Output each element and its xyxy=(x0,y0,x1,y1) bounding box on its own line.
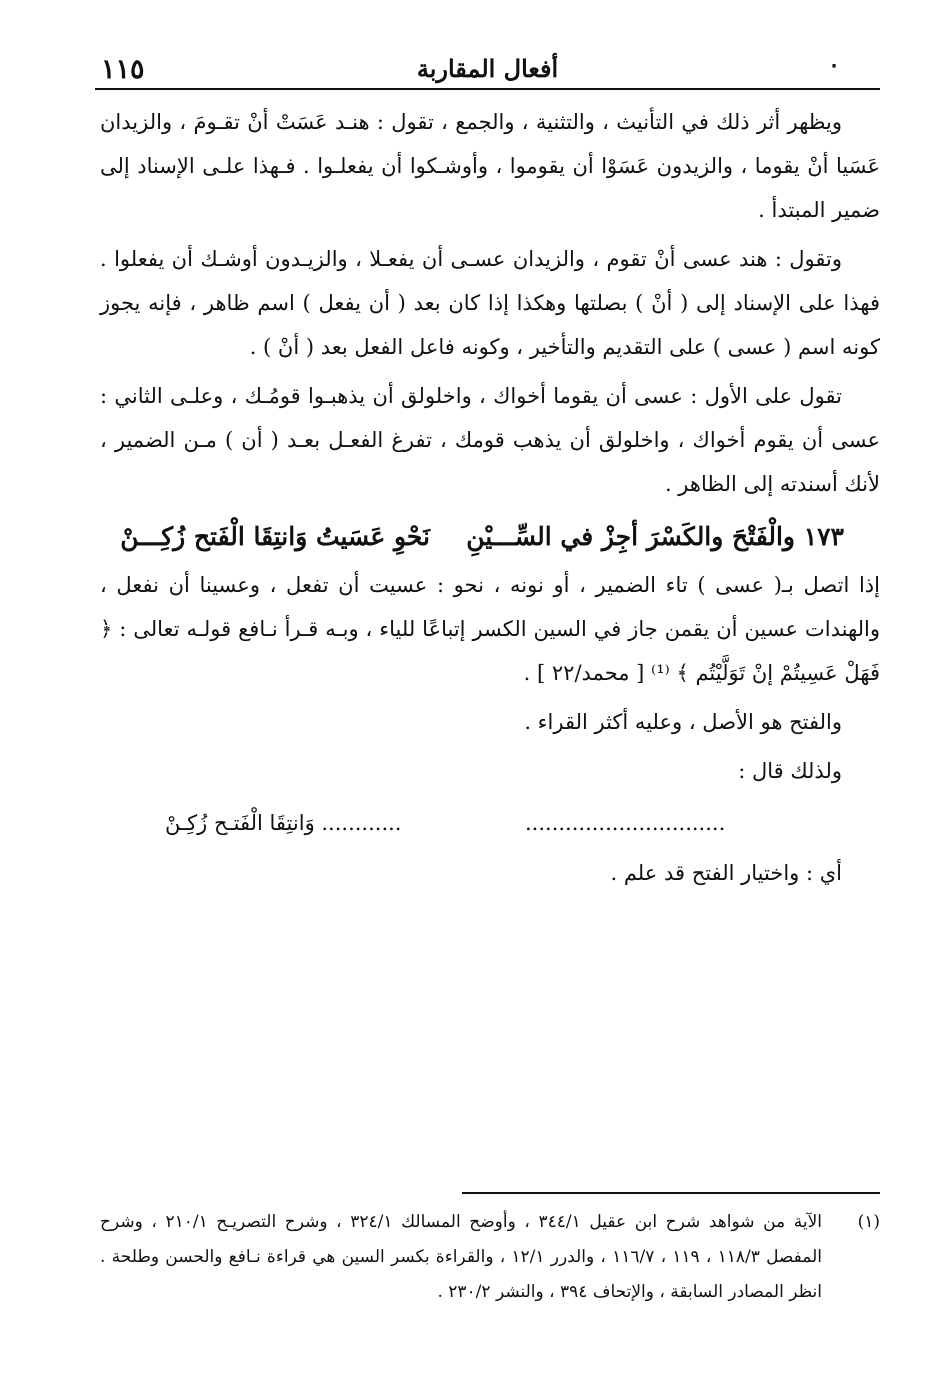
header-mark: ٠ xyxy=(828,52,840,78)
closing-sentence: أي : واختيار الفتح قد علم . xyxy=(610,861,842,885)
quoted-verse xyxy=(100,803,880,843)
footnote-divider xyxy=(462,1192,880,1194)
chapter-title: أفعال المقاربة xyxy=(416,54,559,83)
footnote-text: الآية من شواهد شرح ابن عقيل ٣٤٤/١ ، وأوضح المسالك ٣٢٤/١ ، وشرح التصريـح ٢١٠/١ ، وشرح المفصل ١١٨/٣ ، ١١٩ ، ١١٦/٧ ، والدرر ١٢/١ ، والقراءة بكسر السين هي قراءة نـافع والحسن وطلحة . انظر المصادر السابقة ، والإتحاف ٣٩٤ ، والنشر ٢٣٠/٢ . xyxy=(100,1212,823,1302)
footnote-number: (١) xyxy=(857,1212,880,1232)
verse-first-hemistich: ١٧٣ والْفَتْحَ والكَسْرَ أجِزْ في السِّـــيْنِ xyxy=(466,522,844,551)
paragraph-1: ويظهر أثر ذلك في التأنيث ، والتثنية ، والجمع ، تقول : هنـد عَسَتْ أنْ تقـومَ ، والزيدان عَسَيا أنْ يقوما ، والزيدون عَسَوْا أن يقوموا ، وأوشـكوا أن يفعلـوا . فـهذا علـى الإسناد إلى ضمير المبتدأ . xyxy=(100,110,880,222)
footnote xyxy=(100,1205,880,1310)
paragraph-2: وتقول : هند عسى أنْ تقوم ، والزيدان عسـى أن يفعـلا ، والزيـدون أوشـك أن يفعلوا . فهذا على الإسناد إلى ( أنْ ) بصلتها وهكذا إذا كان بعد ( أن يفعل ) اسم ظاهر ، فإنه يجوز كونه اسم ( عسى ) على التقديم والتأخير ، وكونه فاعل الفعل بعد ( أنْ ) . xyxy=(100,247,880,359)
main-text xyxy=(100,100,880,900)
page-header xyxy=(95,52,880,90)
page-number: ١١٥ xyxy=(101,54,145,85)
paragraph-3: تقول على الأول : عسى أن يقوما أخواك ، واخلولق أن يذهبـوا قومُـك ، وعلـى الثاني : عسى أن يقوم أخواك ، واخلولق أن يذهب قومك ، تفرغ الفعـل بعـد ( أن ) مـن الضمير ، لأنك أسندته إلى الظاهر . xyxy=(100,384,880,496)
quoted-verse-second-half: ............ وَانتِقَا الْفَتـح زُكِـنْ xyxy=(165,811,402,835)
verse-second-hemistich: نَحْوِ عَسَيتُ وَانتِقَا الْفَتح زُكِـــنْ xyxy=(120,522,430,551)
verse-173 xyxy=(100,511,880,563)
explanation-paragraph-1: إذا اتصل بـ( عسى ) تاء الضمير ، أو نونه ، نحو : عسيت أن تفعل ، وعسينا أن نفعل ، والهندات عسين أن يقمن جاز في السين الكسر إتباعًا للياء ، وبـه قـرأ نـافع قولـه تعالى : ﴿ فَهَلْ عَسِيتُمْ إنْ تَوَلَّيْتُم ﴾ ⁽¹⁾ [ محمد/٢٢ ] . xyxy=(100,573,880,685)
explanation-paragraph-2: والفتح هو الأصل ، وعليه أكثر القراء . xyxy=(524,710,842,734)
explanation-paragraph-3: ولذلك قال : xyxy=(738,759,842,783)
quoted-verse-first-half: .............................. xyxy=(525,811,726,835)
